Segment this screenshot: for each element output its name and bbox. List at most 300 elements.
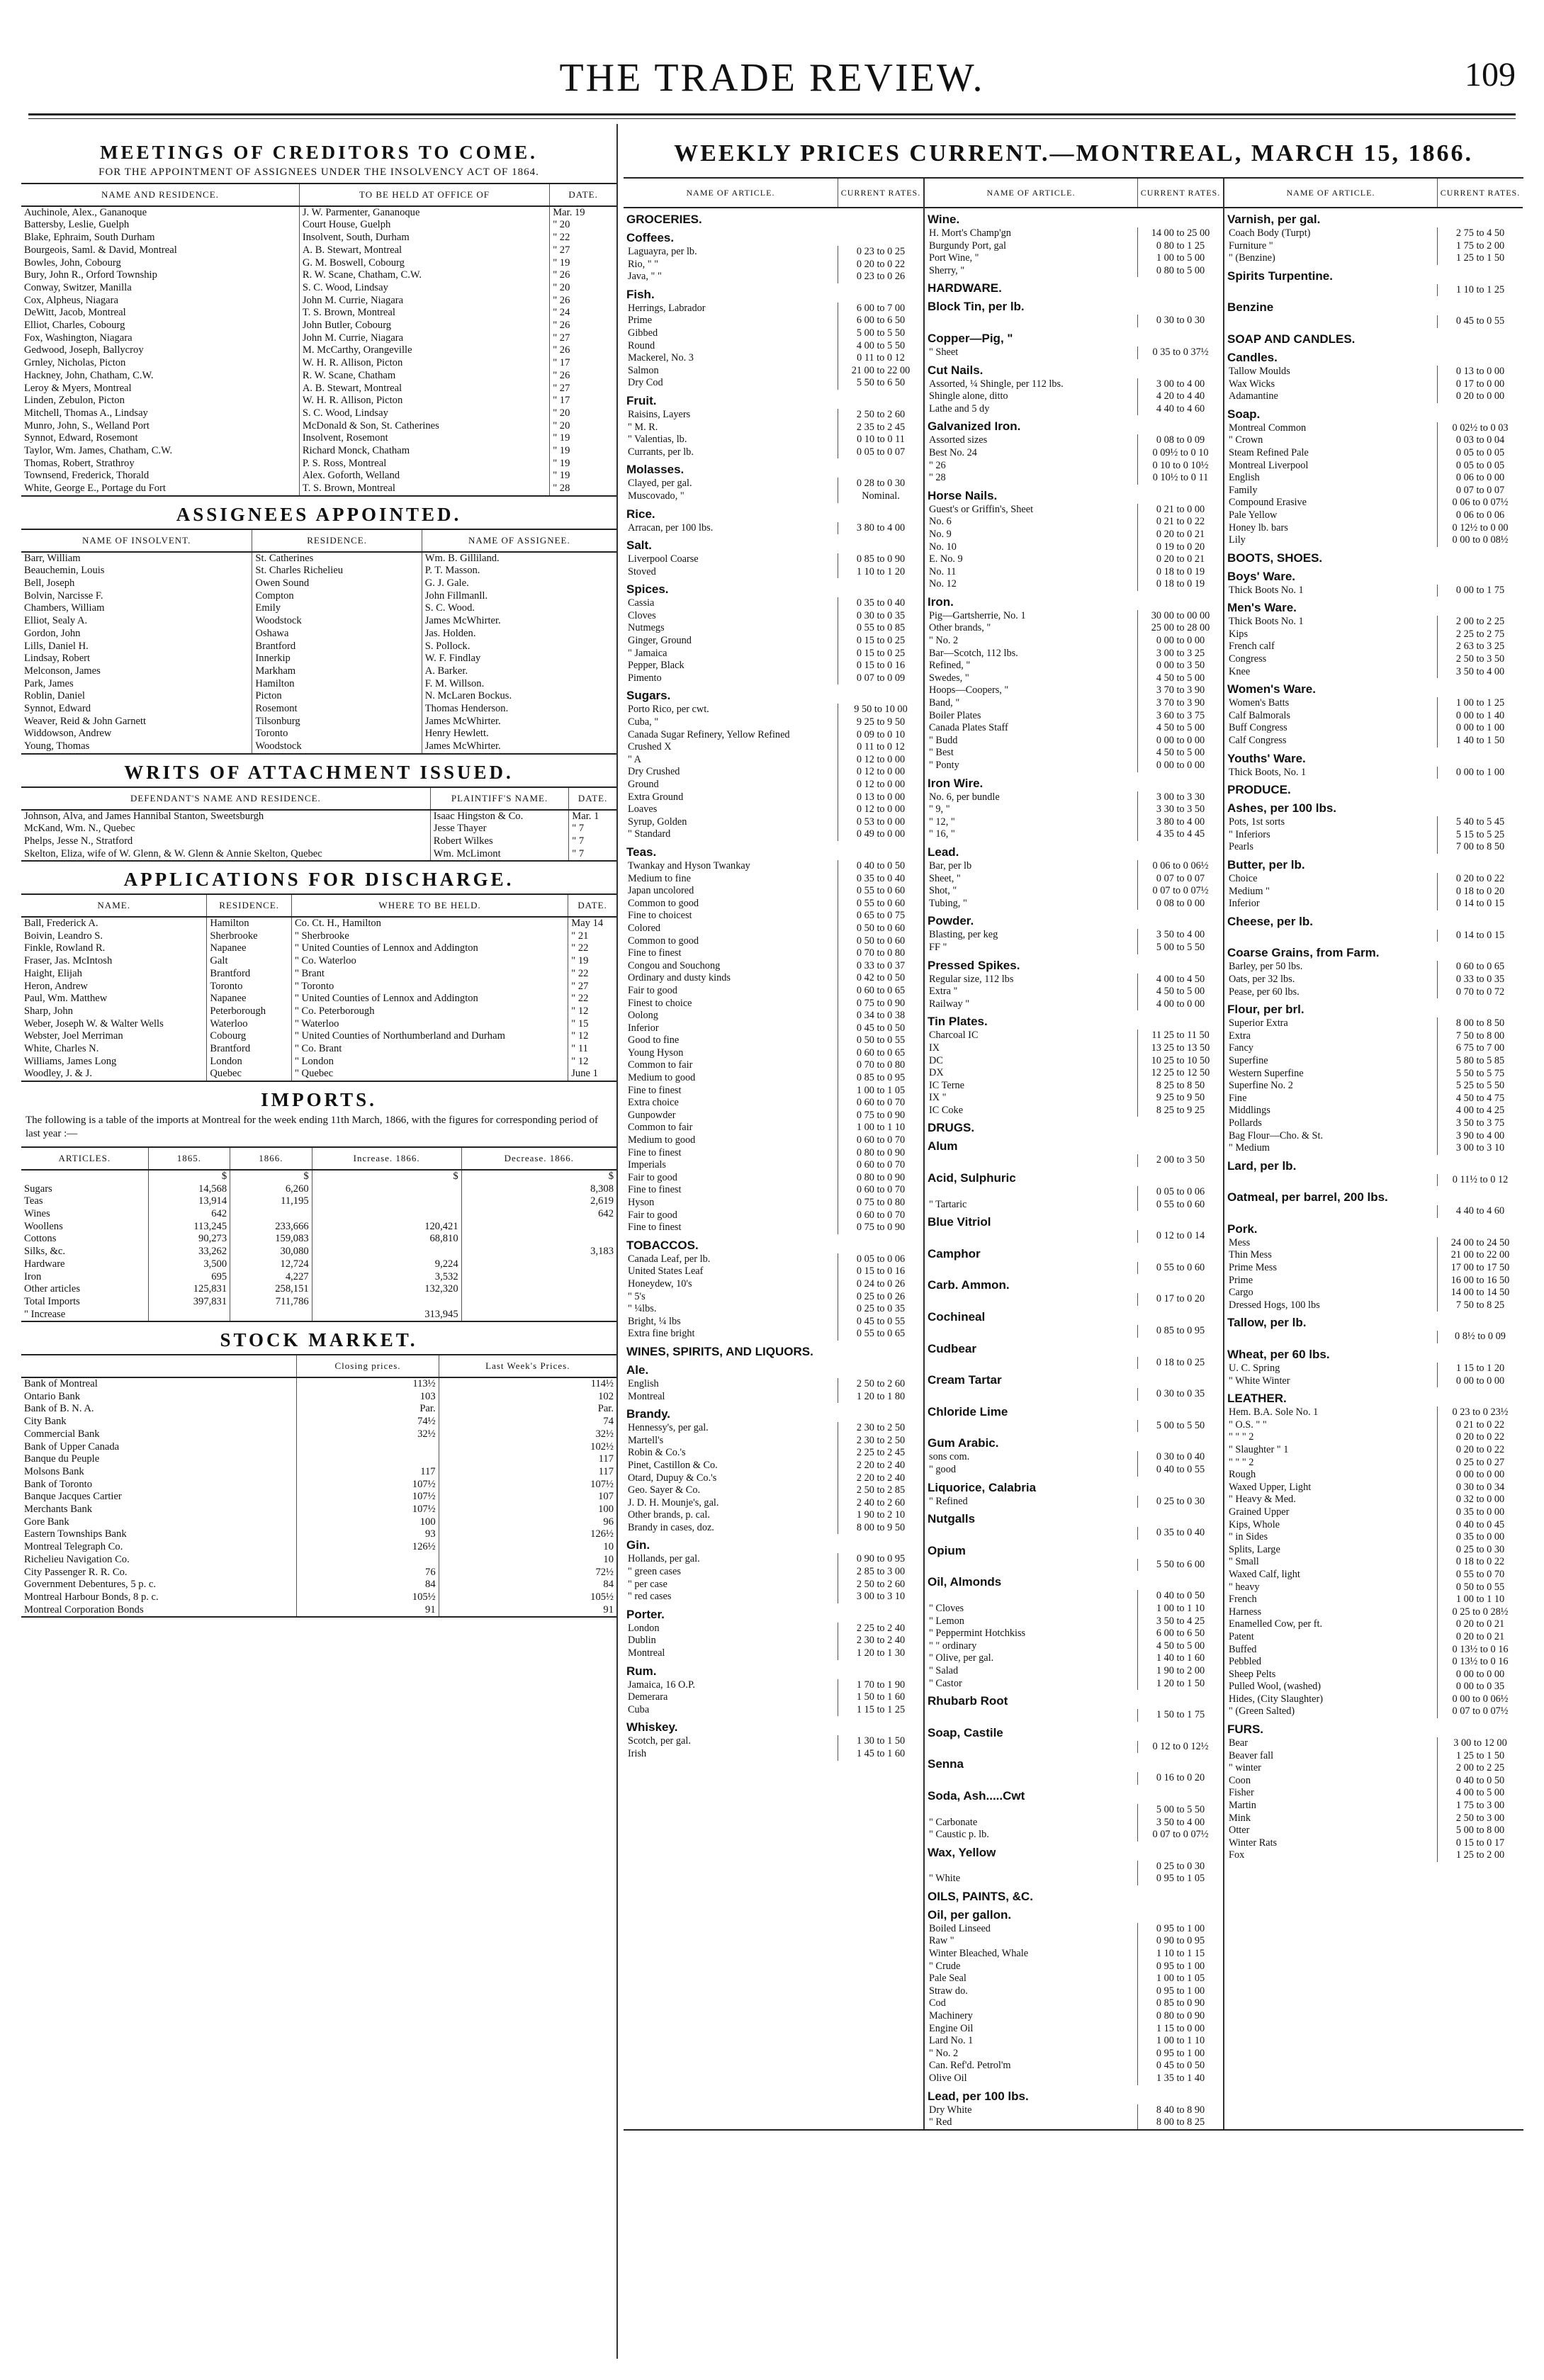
article-name: IC Coke <box>929 1104 964 1116</box>
article-name: " No. 2 <box>929 635 959 647</box>
current-rate: 10 25 to 10 50 <box>1137 1055 1223 1068</box>
article-name: Fine <box>1229 1092 1247 1104</box>
table-cell: Teas <box>24 1195 43 1207</box>
current-rate: 1 15 to 0 00 <box>1137 2023 1223 2036</box>
table-row <box>21 1258 616 1271</box>
price-group-heading: Cheese, per lb. <box>1227 914 1313 928</box>
current-rate: 0 00 to 3 50 <box>1137 660 1223 672</box>
price-row <box>624 1291 923 1304</box>
article-name: Guest's or Griffin's, Sheet <box>929 503 1034 515</box>
table-cell: 113,245 <box>148 1221 230 1234</box>
price-group-heading: Iron Wire. <box>928 776 984 790</box>
article-name: Knee <box>1229 665 1251 677</box>
current-rate: 8 00 to 8 50 <box>1437 1017 1523 1030</box>
price-row <box>925 2104 1223 2117</box>
price-row <box>624 648 923 660</box>
price-row <box>1224 1419 1523 1432</box>
table-cell: 695 <box>148 1271 230 1284</box>
price-row <box>1224 240 1523 253</box>
table-row <box>21 332 616 345</box>
price-row <box>624 1072 923 1085</box>
table-cell: Williams, James Long <box>24 1055 117 1067</box>
article-name: United States Leaf <box>628 1265 704 1278</box>
current-rate: 0 10 to 0 10½ <box>1137 460 1223 473</box>
table-row <box>21 370 616 383</box>
current-rate: 0 12 to 0 00 <box>838 766 923 779</box>
price-group-heading: Horse Nails. <box>928 488 998 502</box>
table-cell: " Waterloo <box>291 1018 568 1031</box>
article-name: Thick Boots No. 1 <box>1229 584 1304 596</box>
table-cell: Conway, Switzer, Manilla <box>24 281 132 293</box>
article-name: French calf <box>1229 641 1275 653</box>
table-cell: Lills, Daniel H. <box>24 640 89 652</box>
current-rate: 0 55 to 0 70 <box>1437 1569 1523 1581</box>
table-cell: A. B. Stewart, Montreal <box>299 383 549 395</box>
price-group-heading: Lard, per lb. <box>1227 1158 1297 1173</box>
price-row <box>624 1735 923 1748</box>
price-row <box>624 1184 923 1197</box>
price-group-heading: Varnish, per gal. <box>1227 213 1321 226</box>
table-cell: " 22 <box>550 232 616 244</box>
current-rate: 0 80 to 0 90 <box>838 1147 923 1160</box>
price-row <box>925 2023 1223 2036</box>
price-row <box>624 1472 923 1485</box>
price-group-heading: LEATHER. <box>1227 1392 1287 1406</box>
table-cell: Merchants Bank <box>24 1504 93 1516</box>
price-row <box>624 1591 923 1603</box>
price-row <box>624 1022 923 1035</box>
price-row <box>925 1357 1223 1370</box>
current-rate: 0 07 to 0 07½ <box>1137 885 1223 898</box>
price-row <box>1224 1080 1523 1093</box>
price-group-heading: Butter, per lb. <box>1227 858 1305 872</box>
current-rate: 3 00 to 4 00 <box>1137 378 1223 391</box>
article-name: U. C. Spring <box>1229 1363 1280 1375</box>
current-rate: 0 25 to 0 26 <box>838 1291 923 1304</box>
table-cell: Henry Hewlett. <box>422 728 616 740</box>
table-header <box>21 1355 297 1377</box>
table-cell <box>461 1283 616 1296</box>
table-row <box>21 1591 616 1604</box>
current-rate: 0 11 to 0 12 <box>838 352 923 365</box>
article-name: Family <box>1229 484 1258 496</box>
table-cell: Wm. McLimont <box>430 848 568 862</box>
price-row <box>624 553 923 566</box>
article-name: Gibbed <box>628 327 658 339</box>
table-cell: Heron, Andrew <box>24 980 88 992</box>
price-row <box>1224 1762 1523 1775</box>
table-cell: 102 <box>439 1391 616 1404</box>
article-name: Rough <box>1229 1469 1256 1481</box>
table-cell: $ <box>461 1170 616 1183</box>
price-row <box>1224 378 1523 391</box>
table-cell: Picton <box>252 690 422 703</box>
article-name: Mackerel, No. 3 <box>628 352 694 364</box>
price-row <box>925 672 1223 685</box>
price-row <box>925 516 1223 529</box>
table-cell: " 26 <box>550 295 616 308</box>
price-row <box>624 873 923 886</box>
article-name: " Standard <box>628 828 671 840</box>
article-name: Pollards <box>1229 1117 1262 1129</box>
table-header: DATE. <box>569 787 616 810</box>
price-row <box>925 2116 1223 2129</box>
article-name: " ¼lbs. <box>628 1303 657 1315</box>
price-group-heading: Gin. <box>626 1538 650 1552</box>
price-row <box>624 1097 923 1110</box>
current-rate: 3 80 to 4 00 <box>1137 816 1223 829</box>
article-name: Assorted sizes <box>929 434 988 446</box>
article-name: Regular size, 112 lbs <box>929 973 1014 985</box>
price-row <box>1224 1142 1523 1155</box>
article-name: " winter <box>1229 1762 1261 1774</box>
table-cell: " 20 <box>550 407 616 420</box>
price-row <box>1224 1205 1523 1218</box>
table-row <box>21 1018 616 1031</box>
current-rate: 0 05 to 0 06 <box>838 1253 923 1266</box>
current-rate: 0 60 to 0 70 <box>838 1097 923 1110</box>
current-rate: 2 40 to 2 60 <box>838 1497 923 1510</box>
current-rate: 3 70 to 3 90 <box>1137 697 1223 710</box>
article-name: Extra choice <box>628 1097 679 1109</box>
article-name: Honeydew, 10's <box>628 1278 692 1290</box>
article-name: Kips, Whole <box>1229 1518 1280 1530</box>
current-rate: 0 50 to 0 55 <box>838 1034 923 1047</box>
table-header: ARTICLES. <box>21 1147 148 1170</box>
price-group-heading: Youths' Ware. <box>1227 751 1306 765</box>
price-group-heading: Pressed Spikes. <box>928 958 1020 972</box>
current-rate: 0 21 to 0 22 <box>1437 1419 1523 1432</box>
price-group-heading: Boys' Ware. <box>1227 569 1295 583</box>
price-row <box>624 1222 923 1234</box>
current-rate: 2 50 to 3 50 <box>1437 653 1523 666</box>
article-name <box>1224 1205 1437 1218</box>
table-row <box>21 420 616 433</box>
table-cell: James McWhirter. <box>422 615 616 628</box>
table-cell: 84 <box>439 1579 616 1591</box>
current-rate: 0 45 to 0 50 <box>1137 2060 1223 2072</box>
price-row <box>624 377 923 390</box>
table-row <box>21 1271 616 1284</box>
current-rate: 2 30 to 2 50 <box>838 1422 923 1435</box>
table-row <box>21 1479 616 1491</box>
current-rate: 1 00 to 1 10 <box>1137 2035 1223 2048</box>
table-cell: 117 <box>297 1466 439 1479</box>
current-rate: 0 11½ to 0 12 <box>1437 1174 1523 1187</box>
article-name <box>925 1709 1137 1722</box>
current-rate: 5 00 to 5 50 <box>838 327 923 340</box>
article-name: Pots, 1st sorts <box>1229 816 1285 828</box>
article-name: Japan uncolored <box>628 885 694 897</box>
current-rate: 1 40 to 1 50 <box>1437 735 1523 748</box>
price-row <box>925 760 1223 772</box>
table-row <box>21 590 616 603</box>
table-cell: Bourgeois, Saml. & David, Montreal <box>24 244 177 256</box>
article-name: Beaver fall <box>1229 1749 1274 1761</box>
price-row <box>925 1325 1223 1338</box>
article-name: Salmon <box>628 364 659 376</box>
current-rate: 1 40 to 1 60 <box>1137 1652 1223 1665</box>
price-row <box>1224 666 1523 679</box>
article-name: Superfine No. 2 <box>1229 1080 1293 1092</box>
current-rate: 1 00 to 5 00 <box>1137 252 1223 265</box>
current-rate: 0 75 to 0 90 <box>838 1222 923 1234</box>
table-cell: G. M. Boswell, Cobourg <box>299 257 549 270</box>
current-rate: 0 09½ to 0 10 <box>1137 447 1223 460</box>
table-cell: 102½ <box>439 1441 616 1454</box>
table-header: TO BE HELD AT OFFICE OF <box>299 184 549 206</box>
table-cell: " 22 <box>568 993 616 1005</box>
table-row <box>21 219 616 232</box>
price-row <box>925 265 1223 278</box>
article-name: No. 10 <box>929 541 957 553</box>
table-cell: Battersby, Leslie, Guelph <box>24 219 130 231</box>
article-name: Tallow Moulds <box>1229 365 1290 377</box>
table-cell: $ <box>148 1170 230 1183</box>
current-rate: Nominal. <box>838 490 923 503</box>
article-name: Sheet, " <box>929 872 961 884</box>
article-name: Lily <box>1229 534 1246 546</box>
article-name: Currants, per lb. <box>628 446 694 458</box>
price-group-heading: Ashes, per 100 lbs. <box>1227 801 1337 816</box>
table-cell: 4,227 <box>230 1271 312 1284</box>
price-row <box>1224 1618 1523 1631</box>
current-rate: 3 90 to 4 00 <box>1437 1130 1523 1143</box>
price-row <box>624 1704 923 1717</box>
current-rate: 0 8½ to 0 09 <box>1437 1331 1523 1343</box>
table-row <box>21 1579 616 1591</box>
article-name: Middlings <box>1229 1105 1270 1117</box>
price-row <box>925 578 1223 591</box>
article-name: Demerara <box>628 1691 668 1703</box>
article-name: Ginger, Ground <box>628 635 692 647</box>
price-row <box>1224 1581 1523 1594</box>
table-row <box>21 552 616 565</box>
article-name: " A <box>628 753 641 765</box>
article-name: Dublin <box>628 1635 656 1647</box>
price-group-heading: Fish. <box>626 287 655 301</box>
table-row <box>21 641 616 653</box>
price-row <box>1224 1705 1523 1718</box>
table-cell: 117 <box>439 1453 616 1466</box>
price-row <box>925 472 1223 485</box>
article-name: Bar, per lb <box>929 859 972 872</box>
current-rate: 0 20 to 0 22 <box>838 259 923 271</box>
table-cell: Molsons Bank <box>24 1465 84 1477</box>
table-row <box>21 823 616 835</box>
price-row <box>624 910 923 923</box>
price-column <box>1223 179 1523 2129</box>
table-row <box>21 244 616 257</box>
table-cell: Blake, Ephraim, South Durham <box>24 232 155 244</box>
price-row <box>624 672 923 685</box>
price-row <box>1224 1519 1523 1532</box>
current-rate: 4 00 to 5 00 <box>1437 1787 1523 1800</box>
table-cell: Park, James <box>24 677 74 689</box>
current-rate: 0 32 to 0 00 <box>1437 1494 1523 1506</box>
article-name: Montreal <box>628 1390 665 1402</box>
price-row <box>925 828 1223 841</box>
article-name: Robin & Co.'s <box>628 1447 686 1459</box>
table-cell: " 19 <box>550 445 616 458</box>
price-group-heading: Brandy. <box>626 1407 671 1421</box>
price-row <box>1224 390 1523 403</box>
current-rate: 8 25 to 8 50 <box>1137 1080 1223 1093</box>
current-rate: 0 06 to 0 00 <box>1437 472 1523 485</box>
price-row <box>925 460 1223 473</box>
article-name: " Medium <box>1229 1142 1270 1154</box>
article-name: FF " <box>929 941 947 953</box>
table-cell: Bank of Montreal <box>24 1378 98 1390</box>
current-rate: 0 15 to 0 17 <box>1437 1837 1523 1850</box>
table-row <box>21 835 616 848</box>
current-rate: 0 09 to 0 10 <box>838 729 923 742</box>
price-row <box>624 434 923 446</box>
table-cell: Markham <box>252 665 422 678</box>
current-rate: 0 06 to 0 06 <box>1437 509 1523 522</box>
price-group-heading: Wine. <box>928 213 960 226</box>
price-row <box>624 898 923 910</box>
price-row <box>1224 1431 1523 1444</box>
article-name: Fisher <box>1229 1787 1254 1799</box>
article-name <box>925 1527 1137 1540</box>
table-cell: Total Imports <box>24 1295 80 1307</box>
price-group-heading: Soda, Ash.....Cwt <box>928 1788 1025 1803</box>
price-row <box>925 1293 1223 1306</box>
current-rate: 0 15 to 0 16 <box>838 660 923 672</box>
current-rate: 0 17 to 0 20 <box>1137 1293 1223 1306</box>
current-rate: 0 25 to 0 35 <box>838 1303 923 1316</box>
table-cell: Insolvent, South, Durham <box>299 232 549 244</box>
price-row <box>925 660 1223 672</box>
article-name: Medium to fine <box>628 872 691 884</box>
price-row <box>624 315 923 327</box>
price-group-heading: Cudbear <box>928 1341 976 1355</box>
table-row <box>21 1491 616 1504</box>
table-cell: Jas. Holden. <box>422 628 616 641</box>
article-name: " " " 2 <box>1229 1431 1254 1443</box>
table-row <box>21 1541 616 1554</box>
current-rate: 0 95 to 1 00 <box>1137 1985 1223 1998</box>
article-name: Cargo <box>1229 1287 1253 1299</box>
table-row <box>21 470 616 483</box>
article-name: Pinet, Castillon & Co. <box>628 1459 718 1471</box>
table-row <box>21 942 616 955</box>
price-row <box>1224 472 1523 485</box>
article-name: Grained Upper <box>1229 1506 1290 1518</box>
current-rate: 4 00 to 4 50 <box>1137 974 1223 986</box>
table-row <box>21 1391 616 1404</box>
table-row <box>21 307 616 320</box>
meetings-title: MEETINGS OF CREDITORS TO COME. <box>100 142 538 163</box>
price-row <box>624 998 923 1010</box>
price-row <box>1224 1287 1523 1299</box>
table-cell: 100 <box>439 1504 616 1516</box>
table-cell: 6,260 <box>230 1183 312 1196</box>
table-header: NAME OF ASSIGNEE. <box>422 529 616 552</box>
price-row <box>624 1691 923 1704</box>
price-row <box>624 960 923 973</box>
current-rate: 0 08 to 0 00 <box>1137 898 1223 910</box>
table-cell: 3,183 <box>461 1246 616 1258</box>
left-column <box>21 135 616 1618</box>
article-name: " Crude <box>929 1960 961 1972</box>
current-rate: 0 20 to 0 22 <box>1437 1444 1523 1457</box>
price-row <box>925 1559 1223 1572</box>
current-rate: 3 80 to 4 00 <box>838 522 923 535</box>
price-row <box>1224 1669 1523 1681</box>
price-row <box>624 246 923 259</box>
article-name: " heavy <box>1229 1581 1260 1593</box>
table-cell <box>297 1554 439 1567</box>
price-row <box>1224 886 1523 898</box>
current-rate: 0 49 to 0 00 <box>838 828 923 841</box>
current-rate: 0 55 to 0 85 <box>838 622 923 635</box>
price-row <box>925 1861 1223 1873</box>
table-cell: S. C. Wood, Lindsay <box>299 282 549 295</box>
article-name: " Valentias, lb. <box>628 434 687 446</box>
price-row <box>925 986 1223 998</box>
price-row <box>925 635 1223 648</box>
price-row <box>925 1496 1223 1508</box>
current-rate: 2 25 to 2 75 <box>1437 628 1523 641</box>
price-row <box>1224 1444 1523 1457</box>
price-row <box>1224 434 1523 447</box>
price-row <box>925 447 1223 460</box>
table-row <box>21 981 616 993</box>
table-cell: Bank of Upper Canada <box>24 1440 120 1453</box>
table-cell: 113½ <box>297 1377 439 1391</box>
table-cell: 105½ <box>297 1591 439 1604</box>
price-row <box>925 1829 1223 1842</box>
table-cell: 117 <box>439 1466 616 1479</box>
table-cell: 76 <box>297 1567 439 1579</box>
current-rate: 2 25 to 2 45 <box>838 1447 923 1460</box>
article-name: Otard, Dupuy & Co.'s <box>628 1472 717 1484</box>
table-cell: John Butler, Cobourg <box>299 320 549 332</box>
current-rate: 1 35 to 1 40 <box>1137 2072 1223 2085</box>
price-row <box>624 1265 923 1278</box>
table-cell: Gordon, John <box>24 627 81 639</box>
price-row <box>1224 1837 1523 1850</box>
table-row <box>21 917 616 930</box>
current-rate: 1 20 to 1 30 <box>838 1647 923 1660</box>
article-name: Otter <box>1229 1825 1250 1837</box>
price-row <box>925 735 1223 748</box>
current-rate: 0 70 to 0 80 <box>838 947 923 960</box>
price-group-heading: Men's Ware. <box>1227 601 1297 615</box>
article-name: Fair to good <box>628 984 677 996</box>
price-row <box>624 1278 923 1291</box>
article-name: Extra fine bright <box>628 1328 695 1340</box>
price-row <box>925 1262 1223 1275</box>
article-name: Barley, per 50 lbs. <box>1229 961 1303 973</box>
price-group-heading: Women's Ware. <box>1227 682 1316 696</box>
table-row <box>21 1005 616 1018</box>
article-name: " Carbonate <box>929 1816 978 1828</box>
table-cell: R. W. Scane, Chatham <box>299 370 549 383</box>
current-rate: 0 00 to 1 40 <box>1437 710 1523 723</box>
price-row <box>624 947 923 960</box>
article-name: " " " 2 <box>1229 1456 1254 1468</box>
table-cell: 397,831 <box>148 1296 230 1309</box>
current-rate: 1 10 to 1 15 <box>1137 1948 1223 1961</box>
article-name: " 12, " <box>929 816 955 828</box>
price-row <box>925 504 1223 517</box>
price-group-heading: Cochineal <box>928 1310 986 1324</box>
price-row <box>624 409 923 422</box>
article-name: Prime <box>1229 1274 1253 1286</box>
